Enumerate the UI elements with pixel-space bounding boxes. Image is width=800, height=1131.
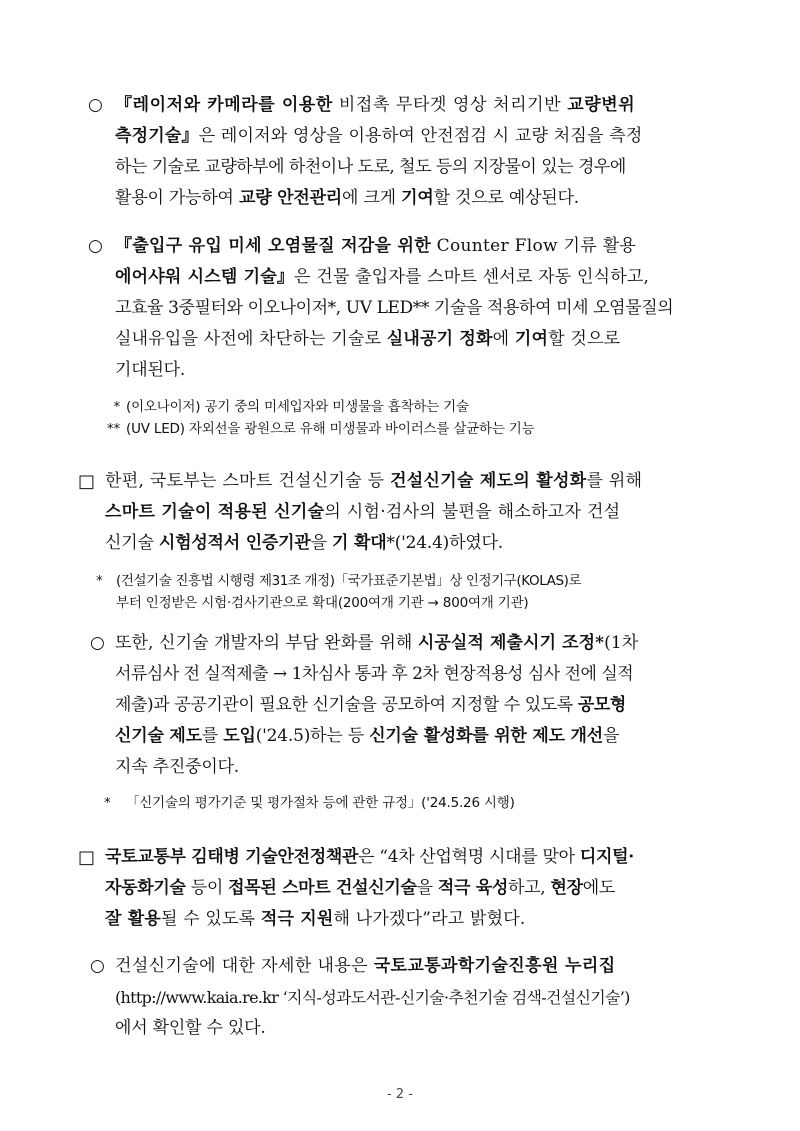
footnote: * (이오나이저) 공기 중의 미세입자와 미생물을 흡착하는 기술 (113, 399, 469, 415)
circle-bullet: ○ (90, 633, 105, 653)
footnotes-regulation (104, 792, 515, 814)
footnotes-air-shower (100, 396, 534, 440)
circle-bullet: ○ (88, 236, 103, 256)
square-bullet: □ (78, 847, 96, 868)
text-line: 『출입구 유입 미세 오염물질 저감을 위한 Counter Flow 기류 활용 (115, 236, 637, 256)
paragraph-system-improvement (115, 628, 638, 783)
text-line: 자동화기술 등이 접목된 스마트 건설신기술을 적극 육성하고, 현장에도 (105, 878, 615, 898)
text-line: 에어샤워 시스템 기술』은 건물 출입자를 스마트 센서로 자동 인식하고, (115, 267, 650, 287)
paragraph-more-info (115, 951, 630, 1044)
text-line: 스마트 기술이 적용된 신기술의 시험·검사의 불편을 해소하고자 건설 (105, 502, 621, 522)
footnote: ** (UV LED) 자외선을 광원으로 유해 미생물과 바이러스를 살균하는 기능 (106, 421, 535, 437)
page-number: - 2 - (387, 1087, 413, 1102)
text-line: 측정기술』은 레이저와 영상을 이용하여 안전점검 시 교량 처짐을 측정 (115, 126, 643, 146)
footnote-continued: 부터 인정받은 시험·검사기관으로 확대(200여개 기관 → 800여개 기관) (116, 595, 529, 611)
text-line: 또한, 신기술 개발자의 부담 완화를 위해 시공실적 제출시기 조정*(1차 (115, 633, 639, 653)
text-line: 한편, 국토부는 스마트 건설신기술 등 건설신기술 제도의 활성화를 위해 (105, 471, 643, 491)
website-reference: (http://www.kaia.re.kr ‘지식-성과도서관-신기술·추천기술 검색-건설신기술’) (115, 988, 630, 1007)
text-line: 제출)과 공공기관이 필요한 신기술을 공모하여 지정할 수 있도록 공모형 (115, 695, 626, 715)
paragraph-laser-camera (115, 90, 642, 214)
text-line: 지속 추진중이다. (115, 757, 239, 777)
text-line: 실내유입을 사전에 차단하는 기술로 실내공기 정화에 기여할 것으로 (115, 329, 621, 349)
footnote: * 「신기술의 평가기준 및 평가절차 등에 관한 규정」('24.5.26 시행) (104, 795, 515, 811)
text-line: 건설신기술에 대한 자세한 내용은 국토교통과학기술진흥원 누리집 (115, 956, 616, 976)
circle-bullet: ○ (90, 956, 105, 976)
text-line: 신기술 제도를 도입('24.5)하는 등 신기술 활성화를 위한 제도 개선을 (115, 726, 620, 746)
paragraph-air-shower (115, 231, 673, 386)
circle-bullet: ○ (88, 95, 103, 115)
footnotes-certification (96, 570, 581, 614)
footnote: * (건설기술 진흥법 시행령 제31조 개정)「국가표준기본법」상 인정기구(KOLAS)로 (96, 573, 582, 589)
paragraph-official-quote (105, 842, 634, 935)
text-line: 에서 확인할 수 있다. (115, 1018, 266, 1038)
text-line: 『레이저와 카메라를 이용한 비접촉 무타겟 영상 처리기반 교량변위 (115, 95, 636, 115)
text-line: 서류심사 전 실적제출 → 1차심사 통과 후 2차 현장적용성 심사 전에 실적 (115, 664, 634, 684)
text-line: 기대된다. (115, 360, 186, 380)
text-line: 하는 기술로 교량하부에 하천이나 도로, 철도 등의 지장물이 있는 경우에 (115, 157, 626, 177)
paragraph-test-certification (105, 466, 642, 559)
text-line: 활용이 가능하여 교량 안전관리에 크게 기여할 것으로 예상된다. (115, 188, 579, 208)
text-line: 고효율 3중필터와 이오나이저*, UV LED** 기술을 적용하여 미세 오염물질의 (115, 298, 674, 318)
text-line: 신기술 시험성적서 인증기관을 기 확대*('24.4)하였다. (105, 533, 503, 553)
text-line: 국토교통부 김태병 기술안전정책관은 “4차 산업혁명 시대를 맞아 디지털· (105, 847, 634, 867)
square-bullet: □ (78, 471, 96, 492)
text-line: 잘 활용될 수 있도록 적극 지원해 나가겠다”라고 밝혔다. (105, 909, 526, 929)
